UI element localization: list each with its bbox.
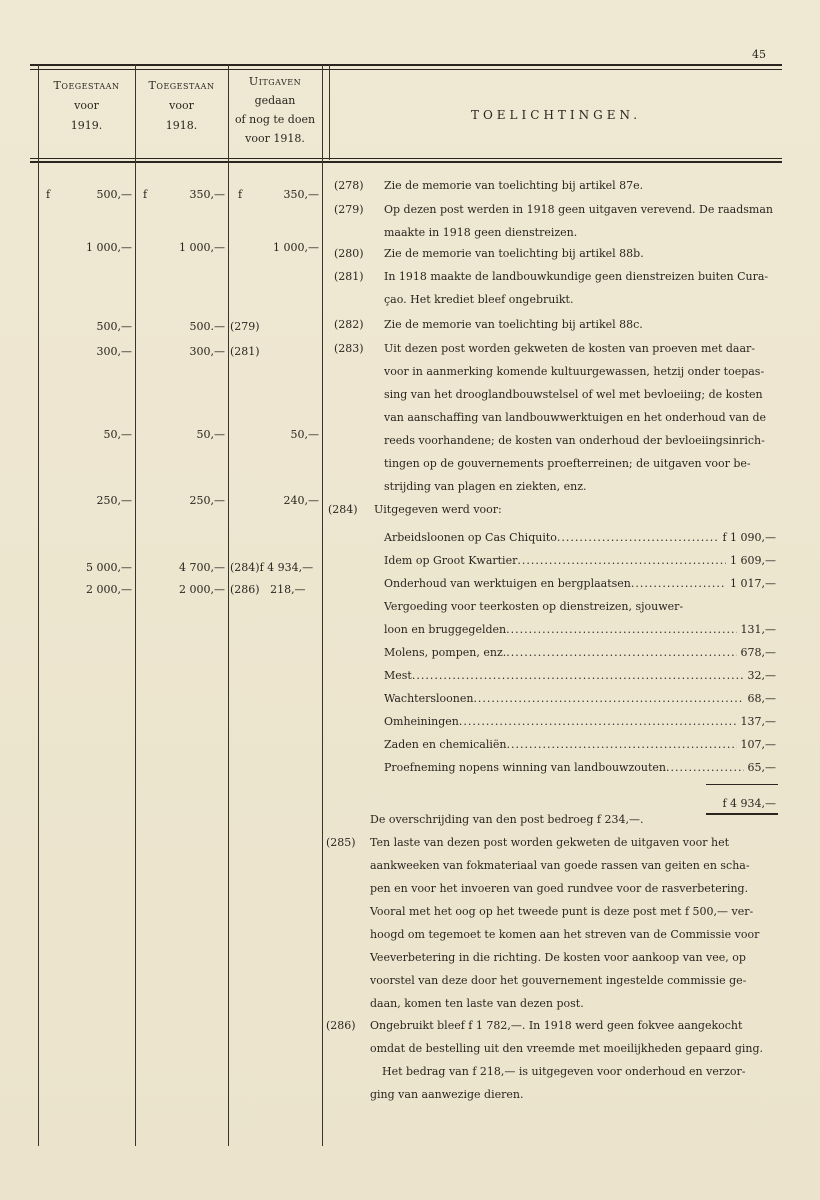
amount-1919: 5 000,— bbox=[86, 561, 132, 574]
note-278: Zie de memorie van toelichting bij artikel 87e. bbox=[384, 179, 644, 192]
top-rule bbox=[30, 64, 782, 66]
amount-1918: 1 000,— bbox=[179, 241, 225, 254]
amount-1918: 300,— bbox=[189, 345, 225, 358]
amount-1919: 500,— bbox=[96, 188, 132, 201]
expense-item: Idem op Groot Kwartier ..... 1 609,— bbox=[384, 554, 776, 567]
note-ref-283: (283) bbox=[334, 342, 364, 355]
amount-1918: 4 700,— bbox=[179, 561, 225, 574]
amount-spent-ref: (279) bbox=[230, 320, 260, 333]
note-281: In 1918 maakte de landbouwkundige geen dienstreizen buiten Cura- çao. Het krediet bleef ongebruikt. bbox=[384, 270, 769, 306]
expense-item: Omheiningen ..... 137,— bbox=[384, 715, 776, 728]
amount-1918: 500.— bbox=[189, 320, 225, 333]
column-line-1 bbox=[135, 64, 136, 1146]
amount-spent-ref: (286) 218,— bbox=[230, 583, 306, 596]
header-rule bbox=[30, 158, 782, 159]
expense-item: Arbeidsloonen op Cas Chiquito ..... f 1 090,— bbox=[384, 531, 776, 544]
amount-1919: 250,— bbox=[96, 494, 132, 507]
header-uitgaven: Uitgaven gedaan of nog te doen voor 1918. bbox=[234, 75, 316, 145]
column-line-left bbox=[38, 64, 39, 1146]
note-282: Zie de memorie van toelichting bij artikel 88c. bbox=[384, 318, 643, 331]
amount-spent: 350,— bbox=[283, 188, 319, 201]
note-279: Op dezen post werden in 1918 geen uitgaven verevend. De raadsman maakte in 1918 geen dienstreizen. bbox=[384, 203, 773, 239]
amount-1919: 50,— bbox=[103, 428, 132, 441]
note-ref-282: (282) bbox=[334, 318, 364, 331]
currency-col2: f bbox=[143, 188, 148, 201]
header-rule-thick bbox=[30, 161, 782, 163]
note-ref-278: (278) bbox=[334, 179, 364, 192]
note-285: Ten laste van dezen post worden gekweten de uitgaven voor het aankweeken van fokmateriaal van goede rassen van geiten en scha- pen en voor het invoeren van goed rundvee voor de rasverbetering. Vooral met het oog op het tweede punt is deze post met f 500,— ver- hoogd om tegemoet te komen aan het streven van de Commissie voor Veeverbetering in die richting. De kosten voor aankoop van vee, op voorstel van deze door het gouvernement ingestelde commissie ge- daan, komen ten laste van dezen post. bbox=[370, 836, 760, 1010]
expense-item: Onderhoud van werktuigen en bergplaatsen ..... 1 017,— bbox=[384, 577, 776, 590]
note-ref-280: (280) bbox=[334, 247, 364, 260]
header-toelichtingen: TOELICHTINGEN. bbox=[470, 108, 642, 122]
amount-spent: 240,— bbox=[283, 494, 319, 507]
note-284-intro: Uitgegeven werd voor: bbox=[374, 503, 502, 516]
note-283: Uit dezen post worden gekweten de kosten van proeven met daar- voor in aanmerking komende kultuurgewassen, hetzij onder toepas- sing van het drooglandbouwstelsel of wel met bevloeiing; de kosten van aanschaffing van landbouwwerktuigen en het onderhoud van de reeds voorhandene; de kosten van onderhoud der bevloeiingsinrich- tingen op de gouvernements proefterreinen; de uitgaven voor be- strijding van plagen en ziekten, enz. bbox=[384, 342, 767, 493]
amount-1919: 2 000,— bbox=[86, 583, 132, 596]
top-rule-thin bbox=[30, 69, 782, 70]
header-toegestaan-1918: Toegestaan voor 1918. bbox=[148, 79, 215, 132]
amount-spent-ref: (284)f 4 934,— bbox=[230, 561, 314, 574]
expense-item: Molens, pompen, enz. ..... 678,— bbox=[384, 646, 776, 659]
note-ref-284: (284) bbox=[328, 503, 358, 516]
amount-1919: 500,— bbox=[96, 320, 132, 333]
expense-item: loon en bruggegelden ..... 131,— bbox=[384, 623, 776, 636]
total-rule bbox=[706, 813, 778, 815]
amount-1918: 50,— bbox=[196, 428, 225, 441]
note-ref-279: (279) bbox=[334, 203, 364, 216]
currency-col1: f bbox=[46, 188, 51, 201]
amount-1919: 300,— bbox=[96, 345, 132, 358]
header-toegestaan-1919: Toegestaan voor 1919. bbox=[53, 79, 120, 132]
amount-1919: 1 000,— bbox=[86, 241, 132, 254]
sum-rule bbox=[706, 784, 778, 785]
expense-item: Vergoeding voor teerkosten op dienstreizen, sjouwer- bbox=[384, 600, 684, 613]
note-ref-281: (281) bbox=[334, 270, 364, 283]
amount-1918: 2 000,— bbox=[179, 583, 225, 596]
page-number: 45 bbox=[752, 48, 766, 61]
expense-item: Proefneming nopens winning van landbouwzouten ..... 65,— bbox=[384, 761, 776, 774]
expense-item: Wachtersloonen ..... 68,— bbox=[384, 692, 776, 705]
column-line-3 bbox=[322, 64, 323, 1146]
amount-1918: 250,— bbox=[189, 494, 225, 507]
note-ref-285: (285) bbox=[326, 836, 356, 849]
amount-1918: 350,— bbox=[189, 188, 225, 201]
amount-spent: 50,— bbox=[290, 428, 319, 441]
column-line-2 bbox=[228, 64, 229, 1146]
note-284-overrun: De overschrijding van den post bedroeg f 234,—. bbox=[370, 813, 644, 826]
amount-spent: 1 000,— bbox=[273, 241, 319, 254]
note-286: Ongebruikt bleef f 1 782,—. In 1918 werd geen fokvee aangekocht omdat de bestelling uit den vreemde met moeilijkheden gepaard ging. Het bedrag van f 218,— is uitgegeven voor onderhoud en verzor- ging van aanwezige dieren. bbox=[370, 1019, 764, 1101]
expense-item: Zaden en chemicaliën ..... 107,— bbox=[384, 738, 776, 751]
amount-spent-ref: (281) bbox=[230, 345, 260, 358]
expense-total: f 4 934,— bbox=[722, 797, 776, 810]
expense-item: Mest ..... 32,— bbox=[384, 669, 776, 682]
note-280: Zie de memorie van toelichting bij artikel 88b. bbox=[384, 247, 644, 260]
note-ref-286: (286) bbox=[326, 1019, 356, 1032]
currency-col3: f bbox=[238, 188, 243, 201]
